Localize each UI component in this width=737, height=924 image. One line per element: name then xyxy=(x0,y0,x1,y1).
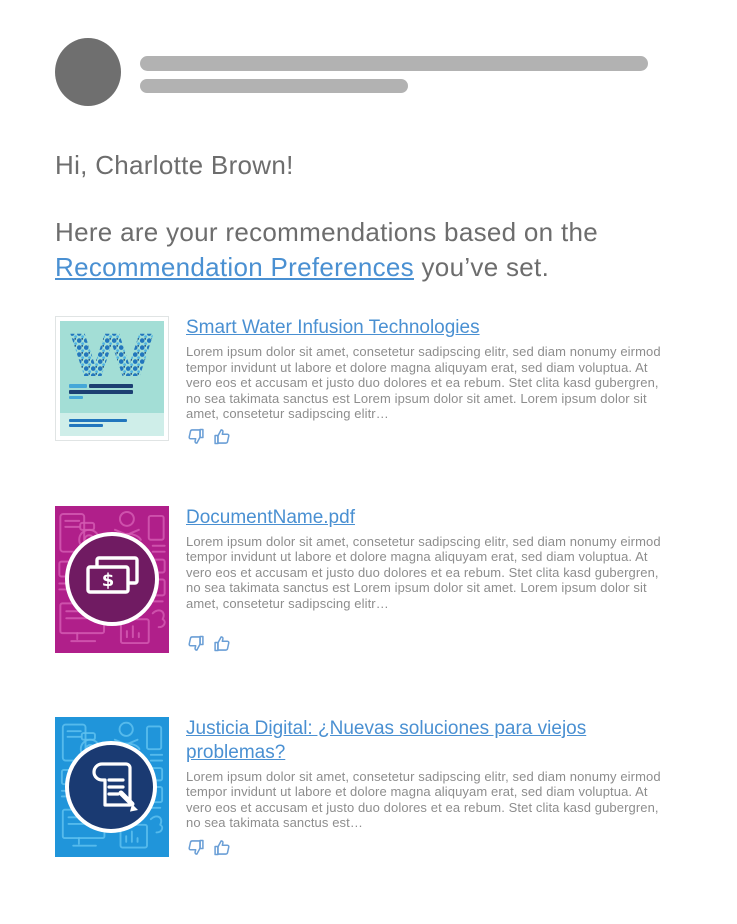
feedback-actions xyxy=(186,629,665,653)
svg-text:W: W xyxy=(68,324,156,382)
card-description: Lorem ipsum dolor sit amet, consetetur sadipscing elitr, sed diam nonumy eirmod tempor invidunt ut labore et dolore magna aliquyam erat, sed diam voluptua. At vero eos et accusam et justo duo dolores et ea rebum. Stet clita kasd gubergren, no sea takimata sanctus est Lorem ipsum dolor sit amet. Lorem ipsum dolor sit amet, consetetur sadipscing elitr… xyxy=(186,533,661,611)
intro-text-after: you’ve set. xyxy=(413,252,550,282)
thumbs-up-icon xyxy=(213,634,232,653)
thumbs-down-icon xyxy=(186,634,205,653)
cover-footer-placeholder xyxy=(60,413,164,436)
recommendation-card xyxy=(55,717,665,857)
feedback-actions xyxy=(186,833,665,857)
thumbs-down-icon xyxy=(186,427,205,446)
email-header-skeleton xyxy=(55,38,665,106)
intro-text-before: Here are your recommendations based on the xyxy=(55,217,599,247)
card-description: Lorem ipsum dolor sit amet, consetetur sadipscing elitr, sed diam nonumy eirmod tempor invidunt ut labore et dolore magna aliquyam erat, sed diam voluptua. At vero eos et accusam et justo duo dolores et ea rebum. Stet clita kasd gubergren, no sea takimata sanctus est… xyxy=(186,768,661,830)
cover-title-placeholder xyxy=(60,384,164,399)
card-title-link[interactable]: Smart Water Infusion Technologies xyxy=(186,317,480,338)
feedback-actions xyxy=(186,422,665,446)
recommendation-card xyxy=(55,506,665,653)
intro-text xyxy=(55,215,665,285)
card-thumbnail-document-doodle[interactable] xyxy=(55,717,169,857)
thumbs-down-button[interactable] xyxy=(186,634,205,653)
skeleton-line-2 xyxy=(140,79,408,93)
card-title-link[interactable]: Justicia Digital: ¿Nuevas soluciones para viejos problemas? xyxy=(186,717,587,763)
dotted-letter-icon xyxy=(63,324,161,382)
card-description: Lorem ipsum dolor sit amet, consetetur sadipscing elitr, sed diam nonumy eirmod tempor invidunt ut labore et dolore magna aliquyam erat, sed diam voluptua. At vero eos et accusam et justo duo dolores et ea rebum. Stet clita kasd gubergren, no sea takimata sanctus est Lorem ipsum dolor sit amet. Lorem ipsum dolor sit amet, consetetur sadipscing elitr… xyxy=(186,344,661,421)
card-thumbnail-report-cover[interactable] xyxy=(55,316,169,441)
thumbs-up-icon xyxy=(213,838,232,857)
skeleton-text-lines xyxy=(140,38,648,93)
document-pencil-badge-icon xyxy=(55,717,169,857)
card-title-link[interactable]: DocumentName.pdf xyxy=(186,506,355,528)
thumbs-up-icon xyxy=(213,427,232,446)
recommendation-preferences-link[interactable]: Recommendation Preferences xyxy=(55,252,414,282)
skeleton-line-1 xyxy=(140,56,648,71)
thumbs-down-button[interactable] xyxy=(186,427,205,446)
card-thumbnail-money-doodle[interactable] xyxy=(55,506,169,653)
thumbs-up-button[interactable] xyxy=(213,427,232,446)
thumbs-up-button[interactable] xyxy=(213,634,232,653)
greeting-text: Hi, Charlotte Brown! xyxy=(55,150,294,180)
recommendation-card xyxy=(55,316,665,446)
dotted-w-cover-art xyxy=(60,321,164,413)
money-badge-icon xyxy=(55,506,169,653)
avatar-placeholder-icon xyxy=(55,38,121,106)
svg-text:$: $ xyxy=(101,569,115,591)
thumbs-down-icon xyxy=(186,838,205,857)
thumbs-down-button[interactable] xyxy=(186,838,205,857)
thumbs-up-button[interactable] xyxy=(213,838,232,857)
